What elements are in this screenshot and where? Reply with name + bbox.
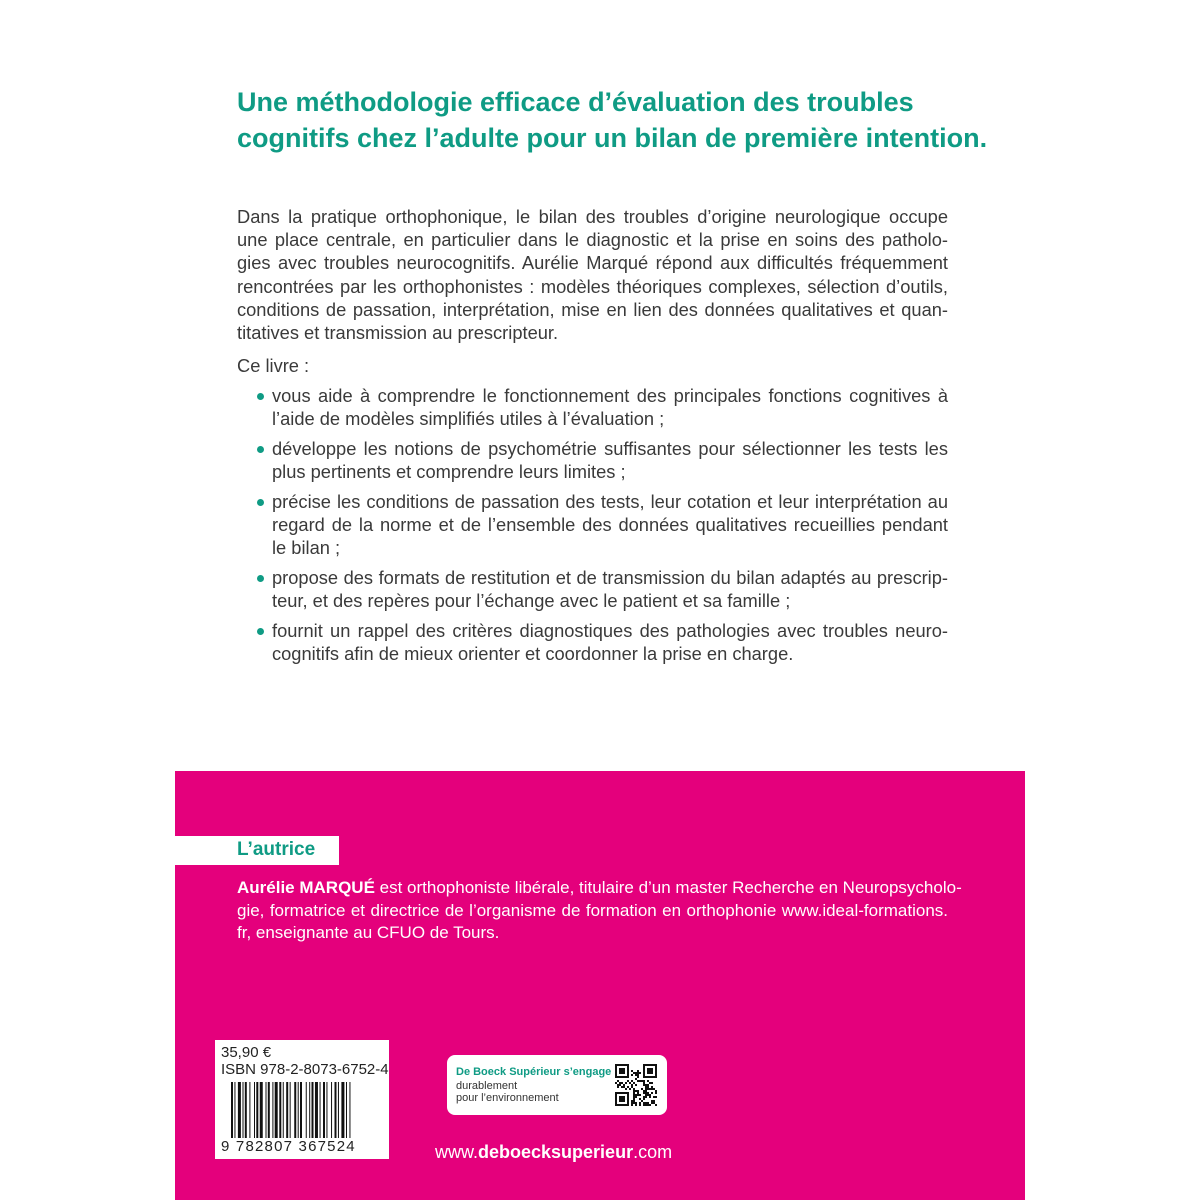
ce-livre-label: Ce livre :: [237, 355, 310, 376]
headline: [237, 84, 997, 156]
bullet-line: précise les conditions de passation des tests, leur cotation et leur interprétation au: [272, 491, 948, 512]
bullet-dot-icon: [257, 628, 264, 635]
intro-line: une place centrale, en particulier dans le diagnostic et la prise en soins des patholo-: [237, 229, 948, 251]
isbn: ISBN 978-2-8073-6752-4: [221, 1061, 389, 1078]
barcode-icon: [231, 1082, 381, 1138]
intro-line: conditions de passation, interprétation, mise en lien des données qualitatives et quan-: [237, 298, 948, 320]
website-suffix: .com: [633, 1142, 673, 1162]
bullet-dot-icon: [257, 575, 264, 582]
bullet-line: plus pertinents et comprendre leurs limites ;: [272, 461, 626, 483]
intro-paragraph: [237, 205, 948, 344]
bullet-dot-icon: [257, 446, 264, 453]
bullet-line: cognitifs afin de mieux orienter et coordonner la prise en charge.: [272, 643, 794, 665]
price: 35,90 €: [221, 1044, 272, 1061]
bullet-dot-icon: [257, 393, 264, 400]
website-prefix: www.: [435, 1142, 479, 1162]
barcode-number: 9 782807 367524: [221, 1138, 356, 1155]
bullet-line: fournit un rappel des critères diagnostiques des pathologies avec troubles neuro-: [272, 620, 948, 641]
website-domain: deboecksuperieur: [478, 1142, 634, 1162]
qr-code-icon[interactable]: [615, 1064, 657, 1106]
headline-line: Une méthodologie efficace d’évaluation des troubles: [237, 87, 914, 117]
author-heading: L’autrice: [237, 839, 316, 860]
bullet-line: teur, et des repères pour l’échange avec le patient et sa famille ;: [272, 590, 791, 612]
headline-line: cognitifs chez l’adulte pour un bilan de première intention.: [237, 123, 988, 153]
intro-line: gies avec troubles neurocognitifs. Aurélie Marqué répond aux difficultés fréquemment: [237, 252, 948, 274]
eco-title: De Boeck Supérieur s’engage: [456, 1066, 612, 1078]
author-bio-line: gie, formatrice et directrice de l’organisme de formation en orthophonie www.ideal-formations.: [237, 900, 948, 920]
bullet-line: vous aide à comprendre le fonctionnement des principales fonctions cognitives à: [272, 385, 948, 406]
eco-line: durablement: [456, 1080, 518, 1092]
author-bio-text: est orthophoniste libérale, titulaire d’un master Recherche en Neuropsycholo-: [374, 878, 962, 897]
author-heading-tab: [175, 836, 339, 865]
bullet-line: l’aide de modèles simplifiés utiles à l’évaluation ;: [272, 408, 665, 430]
author-bio-line: [237, 877, 962, 900]
intro-line: Dans la pratique orthophonique, le bilan des troubles d’origine neurologique occupe: [237, 206, 948, 227]
bullet-line: propose des formats de restitution et de transmission du bilan adaptés au prescrip-: [272, 567, 948, 588]
intro-line: titatives et transmission au prescripteur.: [237, 322, 559, 344]
publisher-website-link[interactable]: [435, 1142, 672, 1163]
bullet-dot-icon: [257, 499, 264, 506]
price-barcode-box: [215, 1040, 389, 1159]
author-name: Aurélie MARQUÉ: [237, 878, 375, 897]
eco-line: pour l’environnement: [456, 1092, 559, 1104]
author-bio-line: fr, enseignante au CFUO de Tours.: [237, 923, 500, 942]
bullet-line: développe les notions de psychométrie suffisantes pour sélectionner les tests les: [272, 438, 948, 459]
author-bio: [237, 877, 962, 945]
bullet-line: le bilan ;: [272, 537, 341, 559]
intro-line: rencontrées par les orthophonistes : modèles théoriques complexes, sélection d’outils,: [237, 275, 948, 297]
bullet-line: regard de la norme et de l’ensemble des données qualitatives recueillies pendant: [272, 514, 948, 536]
eco-commitment-badge: [447, 1055, 667, 1115]
